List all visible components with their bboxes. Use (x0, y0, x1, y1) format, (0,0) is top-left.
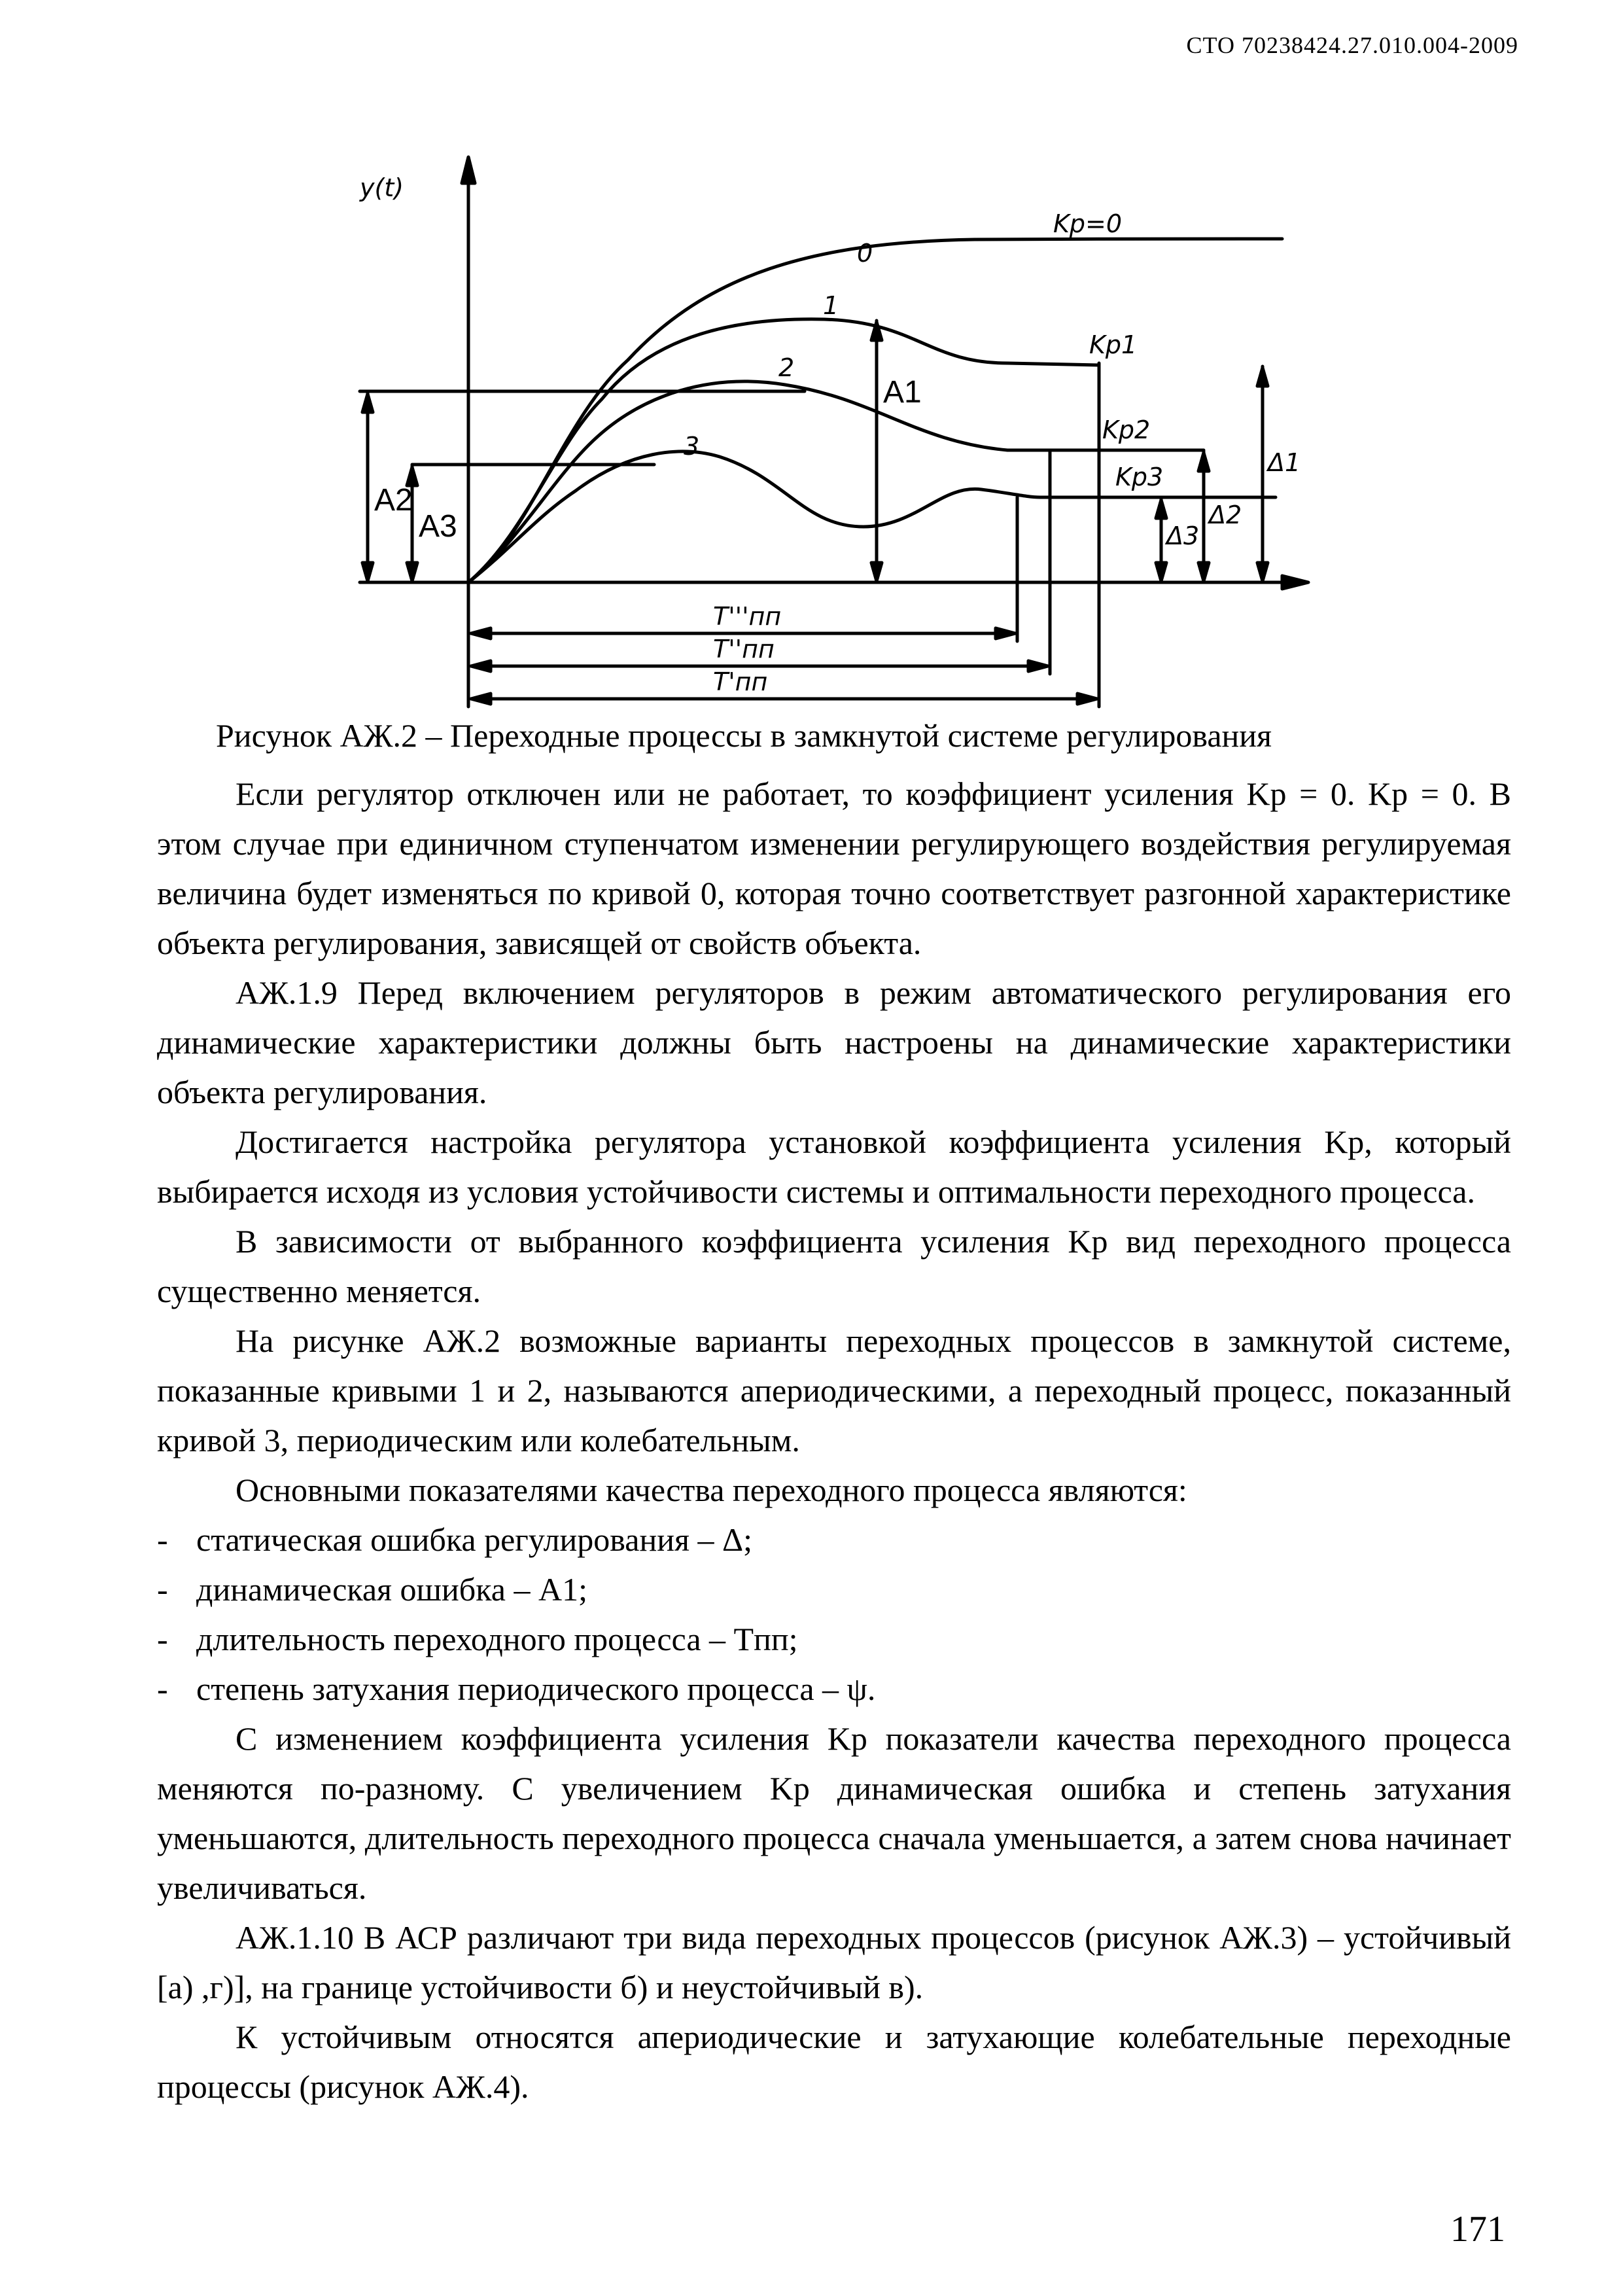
curve-label-3: 3 (684, 432, 700, 461)
transient-process-figure (288, 144, 1348, 713)
page-number: 171 (1450, 2209, 1505, 2250)
paragraph-1: Если регулятор отключен или не работает, то коэффициент усиления Kр = 0. Kр = 0. В этом случае при единичном ступенчатом изменении регулирующего воздействия регулируемая величина будет изменяться по кривой 0, которая точно соответствует разгонной характеристике объекта регулирования, зависящей от свойств объекта. (157, 775, 1511, 961)
delta-label-1: Δ1 (1268, 448, 1301, 477)
y-axis-label: y(t) (360, 173, 404, 202)
time-label-t3: T'''пп (713, 602, 782, 631)
paragraph-7: С изменением коэффициента усиления Kр показатели качества переходного процесса меняются по-разному. С увеличением Kр динамическая ошибка и степень затухания уменьшаются, длительность переходного процесса сначала уменьшается, а затем снова начинает увеличиваться. (157, 1720, 1511, 1906)
level-label-kp2: Kp2 (1102, 415, 1151, 444)
amplitude-label-a1: A1 (883, 375, 922, 410)
paragraph-2: АЖ.1.9 Перед включением регуляторов в режим автоматического регулирования его динамические характеристики должны быть настроены на динамические характеристики объекта регулирования. (157, 974, 1511, 1110)
curve-label-0: 0 (857, 239, 873, 268)
level-label-kp1: Kp1 (1089, 330, 1138, 359)
x-axis-arrow (1282, 576, 1308, 589)
time-label-t2: T''пп (713, 635, 775, 663)
level-label-kp0: Kp=0 (1053, 209, 1123, 238)
transient-process-graph (288, 144, 1348, 713)
paragraph-6: Основными показателями качества переходного процесса являются: (236, 1472, 1187, 1508)
amplitude-label-a3: A3 (419, 509, 457, 544)
list-item: - степень затухания периодического процесса – ψ. (157, 1670, 876, 1707)
amplitude-label-a2: A2 (374, 483, 413, 518)
list-item: - динамическая ошибка – A1; (157, 1571, 587, 1608)
paragraph-4: В зависимости от выбранного коэффициента усиления Kр вид переходного процесса существенно меняется. (157, 1223, 1511, 1309)
level-label-kp3: Kp3 (1115, 463, 1164, 491)
curve-2 (468, 381, 1204, 582)
delta-label-3: Δ3 (1166, 521, 1200, 550)
paragraph-5: На рисунке АЖ.2 возможные варианты переходных процессов в замкнутой системе, показанные кривыми 1 и 2, называются апериодическими, а переходный процесс, показанный кривой 3, периодическим или колебательным. (157, 1322, 1511, 1458)
quality-indicators-list (157, 1515, 1511, 1714)
curve-label-1: 1 (823, 291, 839, 320)
body-text (157, 769, 1511, 2111)
figure-caption: Рисунок АЖ.2 – Переходные процессы в замкнутой системе регулирования (216, 717, 1272, 754)
document-code-header: СТО 70238424.27.010.004-2009 (1186, 32, 1518, 58)
curve-label-2: 2 (778, 353, 795, 382)
paragraph-3: Достигается настройка регулятора установкой коэффициента усиления Kр, который выбирается исходя из условия устойчивости системы и оптимальности переходного процесса. (157, 1123, 1511, 1210)
y-axis-arrow (462, 157, 475, 183)
delta-label-2: Δ2 (1209, 501, 1242, 529)
list-item: - статическая ошибка регулирования – Δ; (157, 1521, 752, 1558)
paragraph-8: АЖ.1.10 В АСР различают три вида переходных процессов (рисунок АЖ.3) – устойчивый [а) ,г)], на границе устойчивости б) и неустойчивый в). (157, 1919, 1511, 2005)
paragraph-9: К устойчивым относятся апериодические и затухающие колебательные переходные процессы (рисунок АЖ.4). (157, 2019, 1511, 2105)
list-item: - длительность переходного процесса – Tпп; (157, 1621, 798, 1657)
time-label-t1: T'пп (713, 667, 768, 696)
